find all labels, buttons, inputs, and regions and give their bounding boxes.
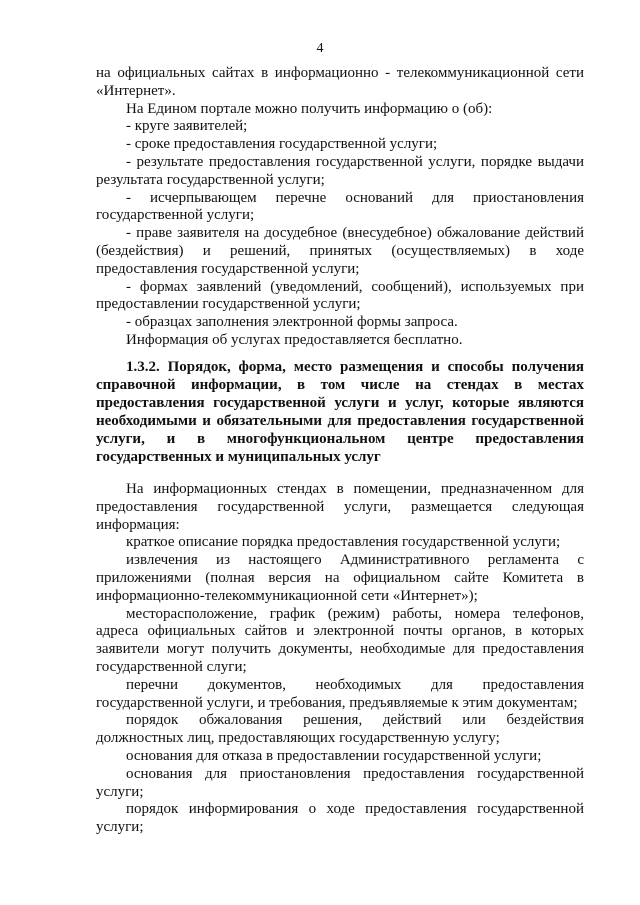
list-item: основания для отказа в предоставлении государственной услуги;: [126, 747, 542, 764]
paragraph: Информация об услугах предоставляется бесплатно.: [126, 331, 463, 348]
list-item: основания для приостановления предоставления государственной услуги;: [96, 765, 584, 800]
list-item: - сроке предоставления государственной услуги;: [126, 136, 438, 153]
list-item: извлечения из настоящего Административного регламента с приложениями (полная версия на официальном сайте Комитета в информационно-телекоммуникационной сети «Интернет»);: [96, 552, 584, 604]
paragraph: На Едином портале можно получить информацию о (об):: [126, 100, 493, 117]
section-heading: 1.3.2. Порядок, форма, место размещения и способы получения справочной информации, в том числе на стендах в местах предоставления государственной услуги и услуг, которые являются необходимыми и обязательными для предоставления государственной услуги, и в многофункциональном центре предоставления государственных и муниципальных услуг: [96, 359, 584, 465]
list-item: - формах заявлений (уведомлений, сообщений), используемых при предоставлении государственной услуги;: [96, 278, 584, 313]
paragraph: На информационных стендах в помещении, предназначенном для предоставления государственной услуги, размещается следующая информация:: [96, 481, 584, 533]
list-item: краткое описание порядка предоставления государственной услуги;: [126, 534, 561, 551]
section-stands-info: [96, 481, 584, 837]
list-item: - праве заявителя на досудебное (внесудебное) обжалование действий (бездействия) и решений, принятых (осуществляемых) в ходе предоставления государственной услуги;: [96, 225, 584, 277]
list-item: - образцах заполнения электронной формы запроса.: [126, 314, 458, 331]
list-item: - результате предоставления государственной услуги, порядке выдачи результата государственной услуги;: [96, 153, 584, 188]
list-item: порядок обжалования решения, действий или бездействия должностных лиц, предоставляющих государственную услугу;: [96, 712, 584, 747]
list-item: перечни документов, необходимых для предоставления государственной услуги, и требования, предъявляемые к этим документам;: [96, 676, 584, 711]
paragraph: на официальных сайтах в информационно - телекоммуникационной сети «Интернет».: [96, 65, 584, 99]
page-number: 4: [316, 41, 324, 56]
list-item: - исчерпывающем перечне оснований для приостановления государственной услуги;: [96, 189, 584, 224]
list-item: - круге заявителей;: [126, 118, 248, 135]
section-portal-info: [96, 65, 584, 350]
list-item: месторасположение, график (режим) работы, номера телефонов, адреса официальных сайтов и электронной почты органов, в которых заявители могут получить документы, необходимые для предоставления государственной слуги;: [96, 605, 584, 675]
list-item: порядок информирования о ходе предоставления государственной услуги;: [96, 801, 584, 836]
